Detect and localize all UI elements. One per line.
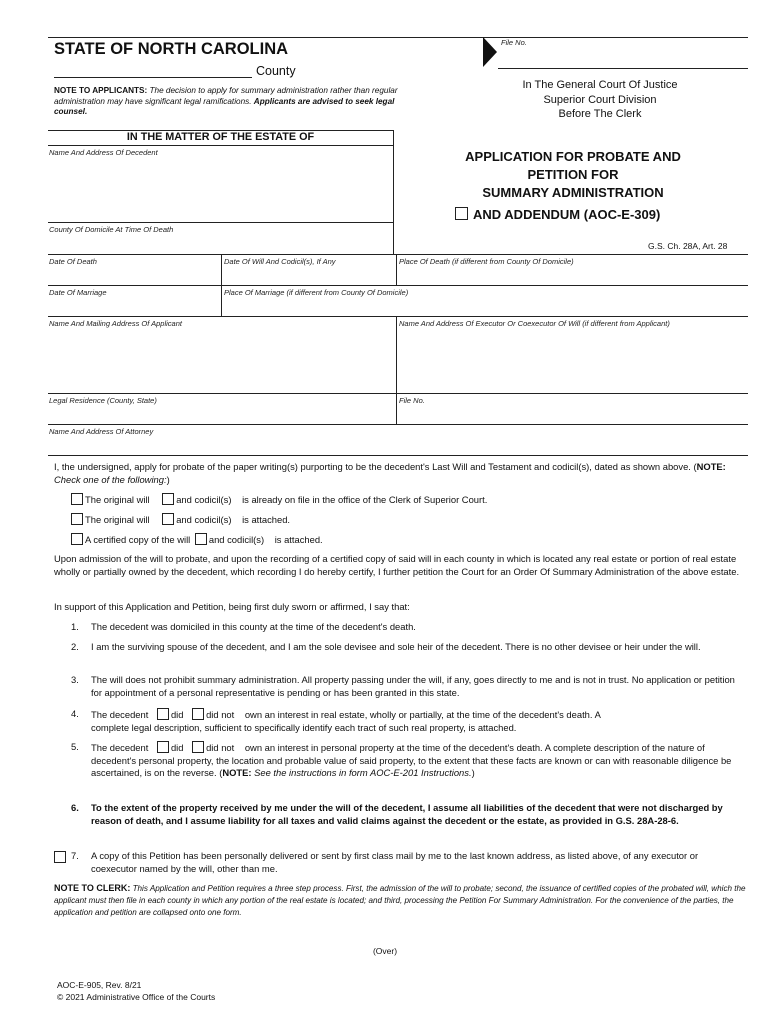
codicils-on-file-checkbox[interactable] — [162, 493, 174, 505]
form-title: APPLICATION FOR PROBATE AND PETITION FOR SUMMARY ADMINISTRATION — [465, 149, 681, 200]
attorney-label: Name And Address Of Attorney — [49, 427, 154, 436]
personal-property-did-not-checkbox[interactable] — [192, 741, 204, 753]
legal-residence-label: Legal Residence (County, State) — [49, 396, 157, 405]
copyright: © 2021 Administrative Office of the Courts — [57, 992, 216, 1002]
certified-copy-checkbox[interactable] — [71, 533, 83, 545]
item-2: I am the surviving spouse of the decedent, and I am the sole devisee and sole heir of the decedent. There is no other devisee or heir under the will. — [91, 641, 701, 652]
state-title: STATE OF NORTH CAROLINA — [54, 40, 289, 58]
date-of-will-label: Date Of Will And Codicil(s), If Any — [224, 257, 336, 266]
note-to-applicants: NOTE TO APPLICANTS: The decision to apply for summary administration rather than regular administration may have significant legal ramifications. Applicants are advised to seek legal counsel. — [54, 86, 398, 116]
item-number: 7. — [71, 850, 79, 861]
intro-paragraph: I, the undersigned, apply for probate of the paper writing(s) purporting to be the decedent's Last Will and Testament and codicil(s), dated as shown above. (NOTE: Check one of the following:) — [54, 461, 726, 485]
option-row-1: The original will and codicil(s) is already on file in the office of the Clerk of Superior Court. — [71, 493, 751, 507]
place-of-death-label: Place Of Death (if different from County Of Domicile) — [399, 257, 574, 266]
over-label: (Over) — [372, 946, 398, 956]
item-number: 6. — [71, 802, 79, 813]
domicile-label: County Of Domicile At Time Of Death — [49, 225, 174, 234]
item-1: The decedent was domiciled in this county at the time of the decedent's death. — [91, 621, 416, 632]
place-of-marriage-label: Place Of Marriage (if different from County Of Domicile) — [224, 288, 409, 297]
in-support-paragraph: In support of this Application and Petition, being first duly sworn or affirmed, I say that: — [54, 601, 410, 612]
court-block: In The General Court Of Justice Superior Court Division Before The Clerk — [522, 79, 678, 120]
date-of-death-label: Date Of Death — [49, 257, 97, 266]
addendum-checkbox[interactable] — [455, 207, 468, 220]
item-number: 5. — [71, 741, 79, 752]
real-estate-did-checkbox[interactable] — [157, 708, 169, 720]
option-row-3: A certified copy of the will and codicil(s) is attached. — [71, 533, 751, 547]
file-no-field-label: File No. — [399, 396, 425, 405]
item-4: The decedent did did not own an interest in real estate, wholly or partially, at the time of the decedent's death. A complete legal description, sufficient to specifically identify each tract of such real property, is attached. — [91, 709, 601, 733]
certified-codicils-checkbox[interactable] — [195, 533, 207, 545]
option-row-2: The original will and codicil(s) is attached. — [71, 513, 751, 527]
item-6: To the extent of the property received by me under the will of the decedent, I assume all liabilities of the decedent that were not discharged by reason of death, and I assume liability for all taxes and valid claims against the decedent or the estate, as provided in G.S. 28A-28-6. — [91, 802, 723, 826]
original-will-on-file-checkbox[interactable] — [71, 493, 83, 505]
codicils-attached-checkbox[interactable] — [162, 513, 174, 525]
upon-admission-paragraph: Upon admission of the will to probate, and upon the recording of a certified copy of said will in each county in which is located any real estate or portion of real estate wholly or partially owned by the decedent, which recording I do hereby certify, I further petition the Court for an Order Of Summary Administration of the above estate. — [54, 553, 740, 577]
item-number: 4. — [71, 708, 79, 719]
item-7-checkbox[interactable] — [54, 851, 66, 863]
item-number: 1. — [71, 621, 79, 632]
item-number: 2. — [71, 641, 79, 652]
matter-heading: IN THE MATTER OF THE ESTATE OF — [126, 131, 315, 143]
applicant-label: Name And Mailing Address Of Applicant — [49, 319, 182, 328]
county-label: County — [256, 64, 296, 78]
file-no-arrow-icon — [483, 37, 499, 69]
item-7: A copy of this Petition has been personally delivered or sent by first class mail by me to the last known address, as listed above, of any executor or coexecutor named by the will, other than me. — [91, 850, 699, 874]
original-will-attached-checkbox[interactable] — [71, 513, 83, 525]
addendum-title: AND ADDENDUM (AOC-E-309) — [455, 207, 660, 222]
note-to-clerk: NOTE TO CLERK: This Application and Petition requires a three step process. First, the admission of the will to probate; second, the issuance of certified copies of the probated will, which the applicant must then file in each county in which any portion of the real estate is located; and third, processing the Petition For Summary Administration. For the convenience of the parties, the application and petition are collapsed onto one form. — [54, 883, 746, 917]
statute: G.S. Ch. 28A, Art. 28 — [648, 241, 728, 251]
date-of-marriage-label: Date Of Marriage — [49, 288, 107, 297]
real-estate-did-not-checkbox[interactable] — [192, 708, 204, 720]
item-3: The will does not prohibit summary administration. All property passing under the will, if any, goes directly to me and is not in trust. No application or petition for appointment of a personal representative is pending or has been granted in this state. — [91, 674, 735, 698]
decedent-label: Name And Address Of Decedent — [49, 148, 158, 157]
personal-property-did-checkbox[interactable] — [157, 741, 169, 753]
form-id: AOC-E-905, Rev. 8/21 — [57, 980, 142, 990]
item-5: The decedent did did not own an interest in personal property at the time of the decedent's death. A complete description of the nature of decedent's personal property, the location and probable value of said property, to the extent that these facts are known or can with reasonable diligence be ascertained, is on the reverse. (NOTE: See the instructions in form AOC-E-201 Instructions.) — [91, 742, 732, 778]
file-no-label: File No. — [501, 38, 527, 47]
item-number: 3. — [71, 674, 79, 685]
executor-label: Name And Address Of Executor Or Coexecutor Of Will (if different from Applicant) — [399, 319, 670, 328]
